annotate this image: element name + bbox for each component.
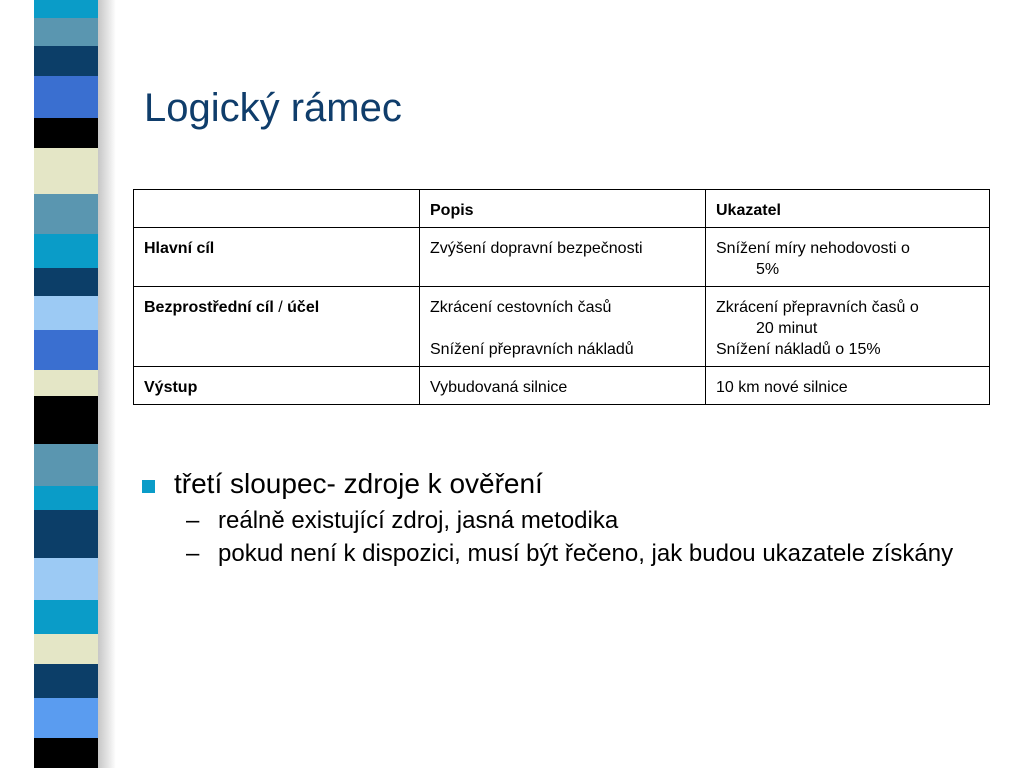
stripe-block — [34, 634, 98, 664]
label-bold: Bezprostřední cíl — [144, 299, 274, 316]
cell-text: Snížení nákladů o 15% — [716, 341, 881, 358]
stripe-block — [34, 738, 98, 768]
stripe-block — [34, 664, 98, 698]
table-cell-popis — [420, 228, 706, 287]
slide-title: Logický rámec — [144, 86, 402, 130]
stripe-block — [34, 486, 98, 510]
stripe-block — [34, 194, 98, 234]
stripe-block — [34, 296, 98, 330]
decorative-stripe — [0, 0, 118, 768]
stripe-block — [34, 370, 98, 396]
sub-bullet-text: reálně existující zdroj, jasná metodika — [218, 507, 619, 534]
row-label-hlavni-cil: Hlavní cíl — [134, 228, 420, 287]
table-row — [134, 367, 990, 405]
stripe-block — [34, 698, 98, 738]
table-cell-ukazatel — [706, 228, 990, 287]
bullet-main — [140, 466, 1000, 502]
logframe-table — [133, 189, 990, 405]
cell-text: Vybudovaná silnice — [430, 379, 568, 396]
stripe-shadow — [98, 0, 116, 768]
table-cell-ukazatel — [706, 287, 990, 367]
stripe-block — [34, 510, 98, 558]
stripe-block — [34, 18, 98, 46]
sub-bullet — [140, 506, 1000, 535]
row-label-bezprostredni-cil — [134, 287, 420, 367]
cell-text-continuation: 5% — [756, 261, 780, 278]
stripe-block — [34, 148, 98, 194]
table-cell-ukazatel — [706, 367, 990, 405]
cell-text: Zkrácení cestovních časů — [430, 299, 612, 316]
table-row — [134, 228, 990, 287]
cell-text: Zvýšení dopravní bezpečnosti — [430, 240, 643, 257]
cell-spacer — [430, 318, 695, 339]
stripe-block — [34, 46, 98, 76]
table-header-cell-ukazatel: Ukazatel — [706, 190, 990, 228]
square-bullet-icon — [142, 480, 155, 493]
stripe-block — [34, 76, 98, 118]
cell-text: Snížení přepravních nákladů — [430, 341, 634, 358]
bullet-list — [140, 466, 1000, 568]
dash-bullet-icon: – — [186, 540, 200, 567]
label-separator: / — [273, 299, 288, 316]
cell-text-continuation: 20 minut — [756, 320, 818, 337]
stripe-block — [34, 600, 98, 634]
stripe-block — [34, 396, 98, 444]
stripe-block — [34, 0, 98, 18]
stripe-block — [34, 330, 98, 370]
stripe-block — [34, 444, 98, 486]
cell-text: Snížení míry nehodovosti o — [716, 240, 910, 257]
table-header-cell-popis: Popis — [420, 190, 706, 228]
stripe-block — [34, 234, 98, 268]
row-label-vystup: Výstup — [134, 367, 420, 405]
sub-bullet-text: pokud není k dispozici, musí být řečeno, jak budou ukazatele získány — [218, 540, 954, 567]
stripe-block — [34, 268, 98, 296]
sub-bullet — [140, 539, 1000, 568]
bullet-text: třetí sloupec- zdroje k ověření — [174, 468, 543, 499]
cell-text: Zkrácení přepravních časů o — [716, 299, 919, 316]
stripe-block — [34, 118, 98, 148]
table-cell-popis — [420, 287, 706, 367]
table-cell-popis — [420, 367, 706, 405]
cell-text: 10 km nové silnice — [716, 379, 848, 396]
table-header-row — [134, 190, 990, 228]
table-row — [134, 287, 990, 367]
table-header-cell-empty — [134, 190, 420, 228]
label-bold: účel — [287, 299, 320, 316]
dash-bullet-icon: – — [186, 507, 200, 534]
stripe-block — [34, 558, 98, 600]
